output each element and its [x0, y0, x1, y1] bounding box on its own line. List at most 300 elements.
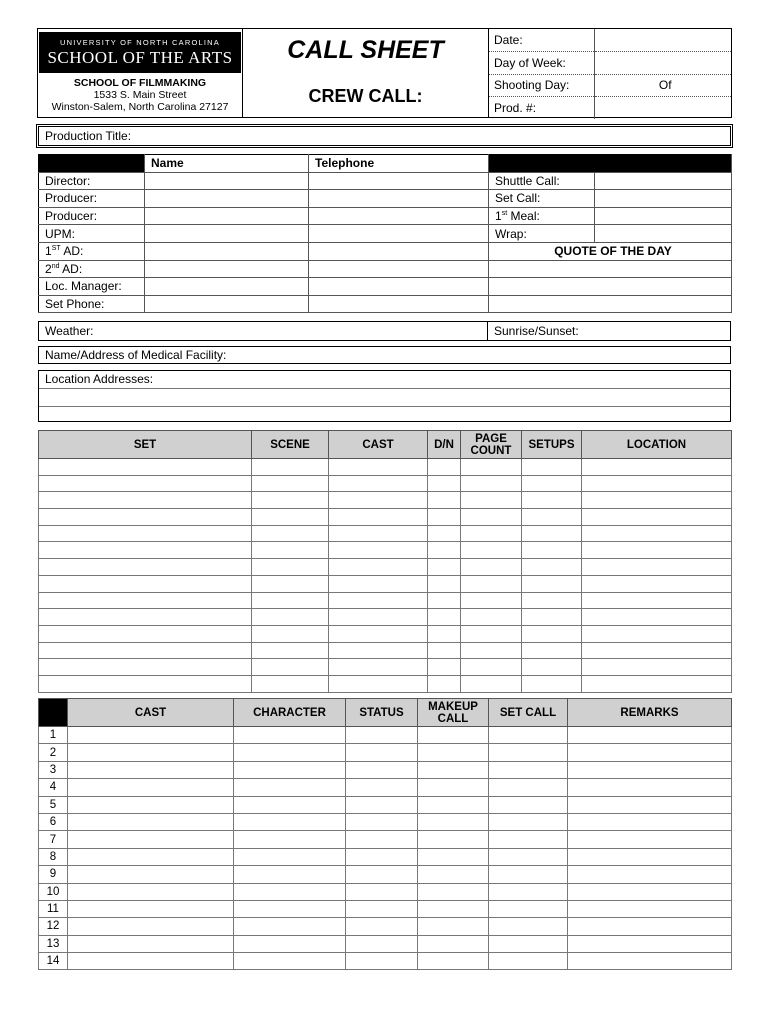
set-table-cell[interactable]	[39, 525, 252, 542]
set-table-row	[39, 459, 732, 476]
school-address	[39, 77, 241, 113]
prod-number-field[interactable]	[594, 97, 731, 120]
set-table-cell[interactable]	[582, 642, 732, 659]
set-table-cell[interactable]	[252, 575, 329, 592]
set-table-cell[interactable]	[522, 675, 582, 692]
cast-row-number: 10	[39, 883, 68, 900]
set-table-cell[interactable]	[428, 475, 461, 492]
cast-table-row	[39, 779, 732, 796]
set-table-cell[interactable]	[522, 459, 582, 476]
set-table-row	[39, 492, 732, 509]
cast-table-cell[interactable]	[68, 831, 234, 848]
set-table-cell[interactable]	[461, 575, 522, 592]
cast-table-cell[interactable]	[418, 744, 489, 761]
set-table-cell[interactable]	[329, 559, 428, 576]
cast-row-number: 12	[39, 918, 68, 935]
cast-table-cell[interactable]	[489, 935, 568, 952]
set-table-cell[interactable]	[329, 575, 428, 592]
cast-table-cell[interactable]	[346, 866, 418, 883]
telephone-cell[interactable]	[309, 172, 489, 190]
set-table-cell[interactable]	[252, 459, 329, 476]
quote-field[interactable]	[489, 260, 732, 278]
cast-table-cell[interactable]	[346, 953, 418, 970]
set-table-cell[interactable]	[522, 592, 582, 609]
cast-table-cell[interactable]	[68, 813, 234, 830]
set-table-cell[interactable]	[39, 559, 252, 576]
cast-table-cell[interactable]	[346, 813, 418, 830]
cast-row-number: 7	[39, 831, 68, 848]
set-table-cell[interactable]	[39, 575, 252, 592]
telephone-cell[interactable]	[309, 225, 489, 243]
cast-table-cell[interactable]	[346, 935, 418, 952]
set-table-cell[interactable]	[428, 592, 461, 609]
set-table-row	[39, 509, 732, 526]
set-table-cell[interactable]	[522, 625, 582, 642]
medical-facility-field[interactable]	[38, 346, 731, 364]
set-table-cell[interactable]	[252, 559, 329, 576]
telephone-cell[interactable]	[309, 260, 489, 278]
telephone-cell[interactable]	[309, 295, 489, 313]
set-table-cell[interactable]	[252, 525, 329, 542]
address-line2: Winston-Salem, North Carolina 27127	[51, 101, 229, 113]
set-table-cell[interactable]	[329, 625, 428, 642]
cast-table-cell[interactable]	[346, 918, 418, 935]
set-table-cell[interactable]	[461, 642, 522, 659]
shooting-day-of-label[interactable]: Of	[594, 74, 731, 97]
location-addresses-label: Location Addresses:	[39, 371, 730, 389]
cast-table-cell[interactable]	[234, 727, 346, 744]
cast-table-row	[39, 727, 732, 744]
cast-header: CAST	[329, 431, 428, 459]
set-table-cell[interactable]	[39, 659, 252, 676]
set-table-cell[interactable]	[582, 542, 732, 559]
cast-table-cell[interactable]	[568, 761, 732, 778]
set-table-cell[interactable]	[522, 609, 582, 626]
makeup-call-header-text: MAKEUP CALL	[428, 700, 478, 725]
set-table-cell[interactable]	[522, 542, 582, 559]
set-table-cell[interactable]	[522, 492, 582, 509]
cast-table-cell[interactable]	[234, 935, 346, 952]
weather-field[interactable]	[38, 321, 488, 341]
location-addresses-box	[38, 370, 731, 422]
call-time-cell[interactable]	[595, 207, 732, 225]
production-title-field[interactable]	[38, 126, 731, 146]
set-table-cell[interactable]	[461, 675, 522, 692]
role-producer: Producer:	[39, 207, 145, 225]
set-table-cell[interactable]	[582, 625, 732, 642]
cast-table-cell[interactable]	[68, 744, 234, 761]
cast-table-cell[interactable]	[568, 727, 732, 744]
set-table-cell[interactable]	[329, 492, 428, 509]
telephone-cell[interactable]	[309, 278, 489, 296]
status-header: STATUS	[346, 699, 418, 727]
cast-table-cell[interactable]	[68, 779, 234, 796]
set-table-cell[interactable]	[252, 625, 329, 642]
name-cell[interactable]	[145, 278, 309, 296]
set-table-cell[interactable]	[461, 475, 522, 492]
set-table-cell[interactable]	[252, 542, 329, 559]
cast-table-cell[interactable]	[489, 883, 568, 900]
cast-table-row	[39, 761, 732, 778]
set-table-cell[interactable]	[582, 459, 732, 476]
cast-table-cell[interactable]	[234, 779, 346, 796]
set-table-cell[interactable]	[329, 642, 428, 659]
role-producer: Producer:	[39, 190, 145, 208]
set-table-cell[interactable]	[329, 459, 428, 476]
logo-university: UNIVERSITY OF NORTH CAROLINA	[59, 38, 220, 47]
set-table-cell[interactable]	[329, 609, 428, 626]
cast-table-cell[interactable]	[346, 727, 418, 744]
set-table-cell[interactable]	[582, 509, 732, 526]
cast-table-cell[interactable]	[568, 796, 732, 813]
set-table-cell[interactable]	[428, 542, 461, 559]
role-loc-manager: Loc. Manager:	[39, 278, 145, 296]
set-table-cell[interactable]	[461, 609, 522, 626]
cast-table-cell[interactable]	[568, 866, 732, 883]
cast-table-cell[interactable]	[568, 813, 732, 830]
cast-table-cell[interactable]	[346, 744, 418, 761]
set-table-cell[interactable]	[461, 525, 522, 542]
header-info-table	[489, 29, 731, 119]
quote-field[interactable]	[489, 278, 732, 296]
set-table-cell[interactable]	[329, 525, 428, 542]
page-count-header-text: PAGE COUNT	[470, 432, 512, 457]
wrap-label: Wrap:	[489, 225, 595, 243]
school-logo	[39, 32, 241, 73]
cast-table-cell[interactable]	[418, 883, 489, 900]
cast-table-cell[interactable]	[68, 761, 234, 778]
cast-table	[38, 698, 732, 970]
cast-table-cell[interactable]	[489, 900, 568, 917]
cast-name-header: CAST	[68, 699, 234, 727]
call-time-cell[interactable]	[595, 190, 732, 208]
cast-table-cell[interactable]	[489, 761, 568, 778]
shooting-day-label: Shooting Day:	[489, 74, 594, 97]
cast-table-cell[interactable]	[68, 883, 234, 900]
cast-table-cell[interactable]	[568, 744, 732, 761]
cast-table-cell[interactable]	[568, 935, 732, 952]
set-table-cell[interactable]	[39, 542, 252, 559]
cast-table-cell[interactable]	[568, 779, 732, 796]
cast-table-cell[interactable]	[234, 831, 346, 848]
cast-row-number: 8	[39, 848, 68, 865]
set-table-cell[interactable]	[582, 609, 732, 626]
character-header: CHARACTER	[234, 699, 346, 727]
shuttle-call-label: Shuttle Call:	[489, 172, 595, 190]
set-table-body	[39, 459, 732, 693]
cast-table-cell[interactable]	[346, 883, 418, 900]
cast-table-cell[interactable]	[68, 900, 234, 917]
set-table-cell[interactable]	[428, 609, 461, 626]
cast-row-number: 5	[39, 796, 68, 813]
set-table-cell[interactable]	[582, 675, 732, 692]
call-time-cell[interactable]	[595, 172, 732, 190]
cast-table-cell[interactable]	[489, 918, 568, 935]
set-table-cell[interactable]	[428, 525, 461, 542]
set-table-cell[interactable]	[252, 659, 329, 676]
role-upm: UPM:	[39, 225, 145, 243]
cast-table-cell[interactable]	[489, 727, 568, 744]
name-cell[interactable]	[145, 172, 309, 190]
cast-table-cell[interactable]	[418, 796, 489, 813]
set-table-cell[interactable]	[39, 609, 252, 626]
set-table-cell[interactable]	[39, 625, 252, 642]
logo-school: SCHOOL OF THE ARTS	[47, 48, 233, 67]
set-table-cell[interactable]	[428, 625, 461, 642]
location-address-line[interactable]	[39, 389, 730, 407]
cast-table-body	[39, 727, 732, 970]
cast-table-cell[interactable]	[418, 761, 489, 778]
set-table-cell[interactable]	[522, 475, 582, 492]
set-table-cell[interactable]	[582, 492, 732, 509]
row-number-header	[39, 699, 68, 727]
crew-header-blank	[39, 155, 145, 173]
cast-table-cell[interactable]	[418, 727, 489, 744]
cast-table-row	[39, 813, 732, 830]
cast-table-cell[interactable]	[234, 866, 346, 883]
set-table-cell[interactable]	[252, 475, 329, 492]
cast-table-cell[interactable]	[418, 779, 489, 796]
cast-table-cell[interactable]	[346, 900, 418, 917]
telephone-cell[interactable]	[309, 190, 489, 208]
set-table-cell[interactable]	[582, 559, 732, 576]
cast-table-row	[39, 744, 732, 761]
set-table-cell[interactable]	[461, 492, 522, 509]
cast-table-row	[39, 883, 732, 900]
cast-table-cell[interactable]	[234, 761, 346, 778]
school-name: SCHOOL OF FILMMAKING	[73, 77, 207, 89]
cast-table-cell[interactable]	[489, 779, 568, 796]
set-table-cell[interactable]	[39, 592, 252, 609]
cast-table-cell[interactable]	[234, 918, 346, 935]
set-table-cell[interactable]	[39, 509, 252, 526]
date-field[interactable]	[594, 29, 731, 52]
set-table-cell[interactable]	[329, 475, 428, 492]
set-table-row	[39, 559, 732, 576]
cast-table-cell[interactable]	[234, 883, 346, 900]
cast-table-cell[interactable]	[568, 848, 732, 865]
date-label: Date:	[489, 29, 594, 52]
cast-table-cell[interactable]	[418, 813, 489, 830]
set-table-cell[interactable]	[522, 559, 582, 576]
cast-table-cell[interactable]	[418, 866, 489, 883]
location-header: LOCATION	[582, 431, 732, 459]
cast-table-cell[interactable]	[68, 727, 234, 744]
set-table-cell[interactable]	[582, 592, 732, 609]
cast-table-cell[interactable]	[234, 953, 346, 970]
cast-table-cell[interactable]	[418, 831, 489, 848]
set-table-cell[interactable]	[461, 659, 522, 676]
name-cell[interactable]	[145, 207, 309, 225]
quote-of-the-day-label: QUOTE OF THE DAY	[489, 242, 732, 260]
telephone-header: Telephone	[309, 155, 489, 173]
makeup-call-header	[418, 699, 489, 727]
page-count-header	[461, 431, 522, 459]
set-table-cell[interactable]	[582, 475, 732, 492]
set-table-row	[39, 592, 732, 609]
set-table-cell[interactable]	[428, 675, 461, 692]
cast-table-cell[interactable]	[346, 779, 418, 796]
set-table-cell[interactable]	[428, 459, 461, 476]
cast-table-cell[interactable]	[68, 935, 234, 952]
cast-row-number: 13	[39, 935, 68, 952]
telephone-cell[interactable]	[309, 242, 489, 260]
cast-table-cell[interactable]	[234, 813, 346, 830]
set-table-cell[interactable]	[428, 509, 461, 526]
set-table-cell[interactable]	[252, 492, 329, 509]
set-table-cell[interactable]	[252, 609, 329, 626]
cast-table-row	[39, 953, 732, 970]
set-table-cell[interactable]	[428, 492, 461, 509]
cast-table-cell[interactable]	[346, 831, 418, 848]
set-table-row	[39, 659, 732, 676]
set-table-cell[interactable]	[39, 642, 252, 659]
cast-table-cell[interactable]	[418, 953, 489, 970]
set-table-cell[interactable]	[39, 475, 252, 492]
cast-table-cell[interactable]	[68, 953, 234, 970]
set-table-cell[interactable]	[461, 625, 522, 642]
cast-table-row	[39, 796, 732, 813]
cast-table-cell[interactable]	[68, 796, 234, 813]
set-table-row	[39, 525, 732, 542]
cast-table-row	[39, 848, 732, 865]
set-table-cell[interactable]	[252, 509, 329, 526]
set-table-cell[interactable]	[428, 659, 461, 676]
address-line1: 1533 S. Main Street	[93, 89, 187, 101]
prod-number-label: Prod. #:	[489, 97, 594, 120]
cast-row-number: 1	[39, 727, 68, 744]
set-table-cell[interactable]	[582, 575, 732, 592]
cast-table-cell[interactable]	[568, 918, 732, 935]
remarks-header: REMARKS	[568, 699, 732, 727]
day-of-week-field[interactable]	[594, 52, 731, 75]
set-table-row	[39, 575, 732, 592]
telephone-cell[interactable]	[309, 207, 489, 225]
set-table-cell[interactable]	[522, 575, 582, 592]
location-address-line[interactable]	[39, 407, 730, 423]
set-table-row	[39, 609, 732, 626]
name-cell[interactable]	[145, 260, 309, 278]
set-table-cell[interactable]	[522, 525, 582, 542]
set-table-row	[39, 625, 732, 642]
set-table-cell[interactable]	[39, 675, 252, 692]
call-time-cell[interactable]	[595, 225, 732, 243]
set-call-label: Set Call:	[489, 190, 595, 208]
name-cell[interactable]	[145, 225, 309, 243]
scene-header: SCENE	[252, 431, 329, 459]
set-table-cell[interactable]	[461, 592, 522, 609]
crew-call-label: CREW CALL:	[308, 86, 423, 106]
set-table-cell[interactable]	[461, 459, 522, 476]
cast-table-cell[interactable]	[489, 848, 568, 865]
cast-row-number: 6	[39, 813, 68, 830]
cast-row-number: 14	[39, 953, 68, 970]
cast-table-cell[interactable]	[234, 744, 346, 761]
cast-table-cell[interactable]	[418, 900, 489, 917]
set-table-cell[interactable]	[39, 492, 252, 509]
medical-facility-label: Name/Address of Medical Facility:	[45, 348, 227, 362]
cast-row-number: 4	[39, 779, 68, 796]
role-first-ad: 1ST AD:	[39, 242, 145, 260]
set-table-cell[interactable]	[252, 592, 329, 609]
set-table-row	[39, 675, 732, 692]
cast-table-cell[interactable]	[346, 848, 418, 865]
cast-table-row	[39, 918, 732, 935]
cast-table-cell[interactable]	[489, 796, 568, 813]
name-cell[interactable]	[145, 242, 309, 260]
cast-row-number: 9	[39, 866, 68, 883]
cast-table-cell[interactable]	[489, 831, 568, 848]
set-table-cell[interactable]	[582, 525, 732, 542]
cast-row-number: 11	[39, 900, 68, 917]
cast-row-number: 2	[39, 744, 68, 761]
cast-table-cell[interactable]	[68, 848, 234, 865]
cast-table-cell[interactable]	[568, 883, 732, 900]
cast-table-cell[interactable]	[568, 831, 732, 848]
set-table-cell[interactable]	[522, 642, 582, 659]
sunrise-sunset-label: Sunrise/Sunset:	[494, 324, 579, 338]
cast-table-cell[interactable]	[489, 953, 568, 970]
set-table-cell[interactable]	[329, 659, 428, 676]
cast-table-row	[39, 935, 732, 952]
cast-table-cell[interactable]	[418, 848, 489, 865]
name-cell[interactable]	[145, 295, 309, 313]
role-second-ad: 2nd AD:	[39, 260, 145, 278]
set-table-cell[interactable]	[329, 675, 428, 692]
cast-table-cell[interactable]	[234, 796, 346, 813]
set-table-cell[interactable]	[329, 592, 428, 609]
set-table-cell[interactable]	[522, 659, 582, 676]
cast-row-number: 3	[39, 761, 68, 778]
set-table-cell[interactable]	[252, 675, 329, 692]
sunrise-sunset-field[interactable]	[487, 321, 731, 341]
set-table-cell[interactable]	[428, 642, 461, 659]
cast-table-cell[interactable]	[68, 866, 234, 883]
cast-table-cell[interactable]	[418, 918, 489, 935]
set-table-cell[interactable]	[39, 459, 252, 476]
set-table-cell[interactable]	[329, 509, 428, 526]
set-table-cell[interactable]	[428, 575, 461, 592]
set-table-cell[interactable]	[461, 559, 522, 576]
cast-table-cell[interactable]	[346, 796, 418, 813]
set-table-cell[interactable]	[428, 559, 461, 576]
cast-table-cell[interactable]	[234, 900, 346, 917]
cast-table-cell[interactable]	[568, 953, 732, 970]
set-table-cell[interactable]	[582, 659, 732, 676]
set-table-cell[interactable]	[522, 509, 582, 526]
name-header: Name	[145, 155, 309, 173]
cast-table-cell[interactable]	[489, 813, 568, 830]
set-table-cell[interactable]	[461, 542, 522, 559]
set-table-cell[interactable]	[329, 542, 428, 559]
cast-table-cell[interactable]	[68, 918, 234, 935]
set-table-cell[interactable]	[461, 509, 522, 526]
set-table-row	[39, 475, 732, 492]
cast-table-cell[interactable]	[418, 935, 489, 952]
name-cell[interactable]	[145, 190, 309, 208]
quote-field[interactable]	[489, 295, 732, 313]
cast-table-cell[interactable]	[568, 900, 732, 917]
cast-table-cell[interactable]	[489, 866, 568, 883]
cast-table-cell[interactable]	[489, 744, 568, 761]
set-table	[38, 430, 732, 693]
cast-table-cell[interactable]	[234, 848, 346, 865]
day-of-week-label: Day of Week:	[489, 52, 594, 75]
cast-table-row	[39, 900, 732, 917]
set-table-cell[interactable]	[252, 642, 329, 659]
cast-table-cell[interactable]	[346, 761, 418, 778]
set-table-row	[39, 542, 732, 559]
